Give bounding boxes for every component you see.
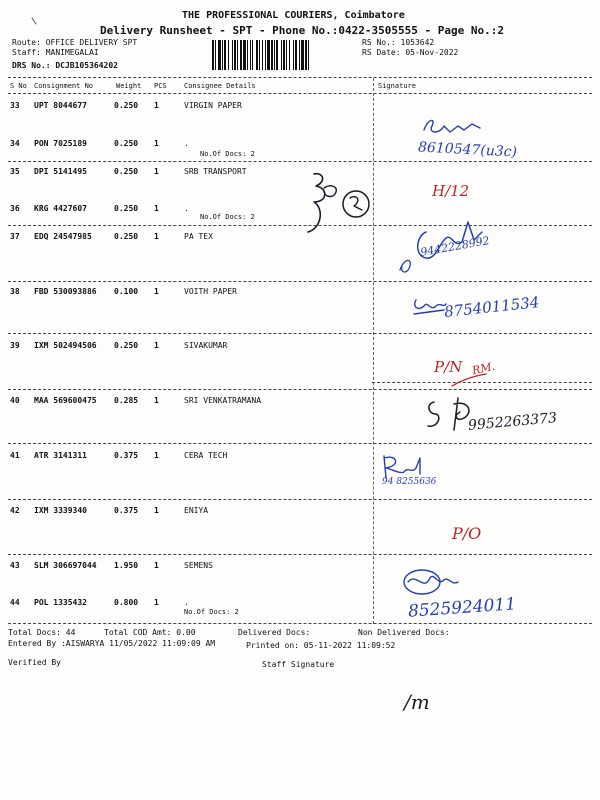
row-consignee: . <box>184 139 189 148</box>
row-consignee: CERA TECH <box>184 451 228 460</box>
row-consignment: KRG 4427607 <box>34 204 87 213</box>
staff-label: Staff: MANIMEGALAI <box>12 48 99 57</box>
row-sno: 39 <box>10 341 20 350</box>
row-consignment: ATR 3141311 <box>34 451 87 460</box>
col-consignment: Consignment No <box>34 82 94 90</box>
col-signature: Signature <box>378 82 416 90</box>
row-consignment: IXM 3339340 <box>34 506 87 515</box>
divider <box>8 623 592 624</box>
row-consignment: POL 1335432 <box>34 598 87 607</box>
row-weight: 0.250 <box>114 341 139 350</box>
table-row <box>8 341 374 355</box>
row-consignment: FBD 530093886 <box>34 287 97 296</box>
row-consignee: SEMENS <box>184 561 213 570</box>
row-weight: 0.250 <box>114 204 139 213</box>
row-consignee: ENIYA <box>184 506 209 515</box>
row-sno: 43 <box>10 561 20 570</box>
row-sno: 44 <box>10 598 20 607</box>
row-sno: 36 <box>10 204 20 213</box>
row-consignment: SLM 306697044 <box>34 561 97 570</box>
divider <box>8 93 592 94</box>
row-sno: 35 <box>10 167 20 176</box>
handwritten-phone: 9442228992 <box>419 234 491 259</box>
row-consignee: SRB TRANSPORT <box>184 167 247 176</box>
row-pcs: 1 <box>154 451 159 460</box>
row-weight: 0.375 <box>114 451 139 460</box>
total-cod: Total COD Amt: 0.00 <box>104 628 196 637</box>
handwritten-phone: 9952263373 <box>467 410 558 434</box>
row-consignee: SIVAKUMAR <box>184 341 228 350</box>
row-pcs: 1 <box>154 506 159 515</box>
non-delivered-docs: Non Delivered Docs: <box>358 628 450 637</box>
table-row <box>8 101 374 115</box>
row-consignee: . <box>184 204 189 213</box>
handwritten-phone: 8525924011 <box>407 594 517 622</box>
col-weight: Weight <box>116 82 142 90</box>
row-doc-count: No.Of Docs: 2 <box>184 608 239 616</box>
row-consignee: VIRGIN PAPER <box>184 101 242 110</box>
col-pcs: PCS <box>154 82 167 90</box>
row-sno: 42 <box>10 506 20 515</box>
signature-mark <box>420 112 500 140</box>
table-row <box>8 287 374 301</box>
handwritten-note: RM. <box>470 359 497 378</box>
row-sno: 33 <box>10 101 20 110</box>
handwritten-initials: /m <box>404 690 430 714</box>
row-pcs: 1 <box>154 396 159 405</box>
row-consignee: VOITH PAPER <box>184 287 237 296</box>
verified-by: Verified By <box>8 658 61 667</box>
row-pcs: 1 <box>154 561 159 570</box>
company-title: THE PROFESSIONAL COURIERS, Coimbatore <box>182 10 405 21</box>
row-consignment: PON 7025189 <box>34 139 87 148</box>
row-weight: 0.250 <box>114 139 139 148</box>
row-pcs: 1 <box>154 598 159 607</box>
row-consignee: SRI VENKATRAMANA <box>184 396 262 405</box>
route-label: Route: OFFICE DELIVERY SPT <box>12 38 138 47</box>
row-pcs: 1 <box>154 232 159 241</box>
row-consignment: UPT 8044677 <box>34 101 87 110</box>
signature-mark <box>300 168 376 240</box>
row-pcs: 1 <box>154 204 159 213</box>
row-weight: 0.375 <box>114 506 139 515</box>
divider <box>8 554 592 555</box>
row-doc-count: No.Of Docs: 2 <box>200 213 255 221</box>
drs-number: DRS No.: DCJB105364202 <box>12 61 118 70</box>
divider <box>8 161 592 162</box>
delivered-docs: Delivered Docs: <box>238 628 311 637</box>
handwritten-note: P/N <box>434 358 463 376</box>
row-sno: 40 <box>10 396 20 405</box>
row-sno: 38 <box>10 287 20 296</box>
staff-signature-label: Staff Signature <box>262 660 335 669</box>
signature-mark <box>450 370 490 390</box>
printed-on: Printed on: 05-11-2022 11:09:52 <box>246 641 396 650</box>
rs-date: RS Date: 05-Nov-2022 <box>362 48 459 57</box>
row-pcs: 1 <box>154 287 159 296</box>
handwritten-mark: P/O <box>452 524 482 543</box>
row-weight: 0.285 <box>114 396 139 405</box>
total-docs: Total Docs: 44 <box>8 628 76 637</box>
row-doc-count: No.Of Docs: 2 <box>200 150 255 158</box>
row-weight: 0.100 <box>114 287 139 296</box>
row-consignee: PA TEX <box>184 232 213 241</box>
row-weight: 0.250 <box>114 167 139 176</box>
row-pcs: 1 <box>154 341 159 350</box>
row-sno: 41 <box>10 451 20 460</box>
table-row <box>8 451 374 465</box>
runsheet-subtitle: Delivery Runsheet - SPT - Phone No.:0422-3505555 - Page No.:2 <box>100 24 504 37</box>
row-pcs: 1 <box>154 101 159 110</box>
row-consignment: EDQ 24547985 <box>34 232 92 241</box>
row-consignee: . <box>184 598 189 607</box>
table-row <box>8 506 374 520</box>
divider <box>8 333 592 334</box>
row-weight: 0.250 <box>114 232 139 241</box>
table-row <box>8 561 374 575</box>
col-consignee: Consignee Details <box>184 82 256 90</box>
table-row <box>8 396 374 410</box>
row-weight: 0.250 <box>114 101 139 110</box>
row-weight: 0.800 <box>114 598 139 607</box>
rs-number: RS No.: 1053642 <box>362 38 435 47</box>
divider <box>8 77 592 78</box>
row-pcs: 1 <box>154 167 159 176</box>
col-sno: S No <box>10 82 27 90</box>
entered-by: Entered By :AISWARYA 11/05/2022 11:09:09 AM <box>8 639 216 648</box>
divider <box>8 499 592 500</box>
row-consignment: IXM 502494506 <box>34 341 97 350</box>
row-weight: 1.950 <box>114 561 139 570</box>
table-row <box>8 139 374 153</box>
divider <box>8 281 592 282</box>
row-sno: 34 <box>10 139 20 148</box>
row-sno: 37 <box>10 232 20 241</box>
row-consignment: DPI 5141495 <box>34 167 87 176</box>
handwritten-phone: 8754011534 <box>443 293 541 321</box>
handwritten-phone: 94 8255636 <box>382 477 437 487</box>
divider <box>8 443 592 444</box>
row-pcs: 1 <box>154 139 159 148</box>
divider <box>8 389 592 390</box>
pen-mark <box>30 16 40 26</box>
barcode-icon <box>212 40 356 70</box>
handwritten-phone: 8610547(u3c) <box>417 139 518 161</box>
row-consignment: MAA 569600475 <box>34 396 97 405</box>
handwritten-mark: H/12 <box>432 182 470 200</box>
